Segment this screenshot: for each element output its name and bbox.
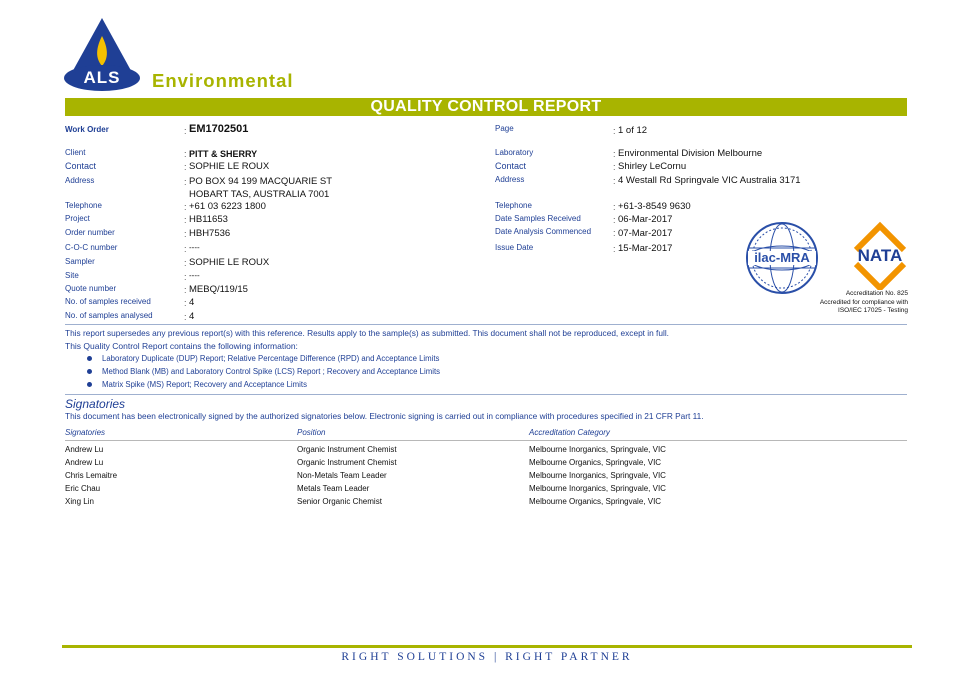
order-number-label: Order number — [65, 228, 115, 237]
colon: : — [184, 258, 187, 268]
lab-address-label: Address — [495, 175, 525, 184]
project-label: Project — [65, 214, 90, 223]
date-commenced-label: Date Analysis Commenced — [495, 227, 592, 236]
table-cell: Metals Team Leader — [297, 484, 370, 493]
date-received-value: 06-Mar-2017 — [618, 214, 673, 225]
laboratory-label: Laboratory — [495, 148, 534, 157]
samples-received-value: 4 — [189, 297, 195, 308]
divider — [65, 440, 907, 441]
table-cell: Eric Chau — [65, 484, 101, 493]
work-order-label: Work Order — [65, 125, 109, 134]
table-cell: Senior Organic Chemist — [297, 497, 382, 506]
accreditation-number: Accreditation No. 825 — [845, 290, 908, 297]
page-label: Page — [495, 124, 514, 133]
lab-contact-value: Shirley LeCornu — [618, 161, 687, 172]
colon: : — [613, 244, 616, 254]
site-label: Site — [65, 271, 79, 280]
table-cell: Andrew Lu — [65, 458, 104, 467]
accreditation-caption — [790, 290, 908, 316]
signing-statement: This document has been electronically signed by the authorized signatories below. Electronic signing is carried out in compliance with procedures specified in 21 CFR Part 11. — [65, 411, 704, 421]
als-logo — [62, 14, 342, 94]
colon: : — [184, 272, 187, 282]
table-cell: Melbourne Inorganics, Springvale, VIC — [529, 484, 666, 493]
date-received-label: Date Samples Received — [495, 214, 581, 223]
lab-telephone-value: +61-3-8549 9630 — [618, 201, 691, 212]
table-cell: Organic Instrument Chemist — [297, 445, 397, 454]
telephone-value: +61 03 6223 1800 — [189, 201, 266, 212]
colon: : — [184, 126, 187, 136]
project-value: HB11653 — [189, 214, 228, 225]
lab-address-value: 4 Westall Rd Springvale VIC Australia 3171 — [618, 175, 801, 186]
column-header-signatories: Signatories — [65, 428, 106, 437]
colon: : — [184, 298, 187, 308]
ilac-mra-logo — [744, 220, 820, 296]
colon: : — [184, 149, 187, 159]
sampler-value: SOPHIE LE ROUX — [189, 257, 270, 268]
table-cell: Andrew Lu — [65, 445, 104, 454]
table-cell: Chris Lemaitre — [65, 471, 118, 480]
colon: : — [184, 244, 187, 254]
bullet-icon — [87, 369, 92, 374]
divider — [65, 324, 907, 325]
signatories-heading: Signatories — [65, 397, 126, 411]
client-label: Client — [65, 148, 86, 157]
divider — [65, 394, 907, 395]
order-number-value: HBH7536 — [189, 228, 231, 239]
address-line1: PO BOX 94 199 MACQUARIE ST — [189, 176, 333, 187]
contact-value: SOPHIE LE ROUX — [189, 161, 270, 172]
bullet-icon — [87, 356, 92, 361]
table-cell: Melbourne Inorganics, Springvale, VIC — [529, 445, 666, 454]
contact-label: Contact — [65, 161, 97, 171]
accreditation-compliance: Accredited for compliance with — [819, 298, 908, 306]
client-value: PITT & SHERRY — [189, 149, 258, 159]
logo-brand: ALS — [83, 68, 121, 87]
table-cell: Melbourne Organics, Springvale, VIC — [529, 458, 662, 467]
ilac-mra-text: ilac-MRA — [754, 250, 810, 265]
nata-text: NATA — [857, 246, 903, 265]
colon: : — [184, 312, 187, 322]
report-title-banner: QUALITY CONTROL REPORT — [65, 98, 907, 116]
coc-number-label: C-O-C number — [65, 243, 118, 252]
colon: : — [184, 285, 187, 295]
site-value: ---- — [189, 271, 200, 280]
table-cell: Melbourne Organics, Springvale, VIC — [529, 497, 662, 506]
colon: : — [613, 176, 616, 186]
colon: : — [613, 215, 616, 225]
quote-number-value: MEBQ/119/15 — [189, 284, 248, 295]
sampler-label: Sampler — [65, 257, 95, 266]
quote-number-label: Quote number — [65, 284, 117, 293]
accreditation-standard: ISO/IEC 17025 - Testing — [838, 307, 908, 314]
column-header-accreditation: Accreditation Category — [529, 428, 610, 437]
colon: : — [613, 228, 616, 238]
footer-rule — [62, 645, 912, 648]
table-cell: Melbourne Inorganics, Springvale, VIC — [529, 471, 666, 480]
table-cell: Organic Instrument Chemist — [297, 458, 397, 467]
colon: : — [184, 215, 187, 225]
samples-analysed-value: 4 — [189, 311, 195, 322]
coc-number-value: ---- — [189, 243, 200, 252]
contents-intro: This Quality Control Report contains the following information: — [65, 341, 298, 351]
colon: : — [613, 162, 616, 172]
colon: : — [613, 202, 616, 212]
lab-contact-label: Contact — [495, 161, 527, 171]
samples-analysed-label: No. of samples analysed — [65, 311, 153, 320]
issue-date-value: 15-Mar-2017 — [618, 243, 673, 254]
colon: : — [184, 162, 187, 172]
nata-logo — [848, 220, 912, 290]
telephone-label: Telephone — [65, 201, 102, 210]
table-cell: Xing Lin — [65, 497, 94, 506]
date-commenced-value: 07-Mar-2017 — [618, 228, 673, 239]
colon: : — [613, 126, 616, 136]
logo-subtitle: Environmental — [152, 70, 294, 91]
colon: : — [184, 202, 187, 212]
bullet-icon — [87, 382, 92, 387]
contents-item: Matrix Spike (MS) Report; Recovery and Acceptance Limits — [102, 380, 307, 389]
colon: : — [184, 229, 187, 239]
issue-date-label: Issue Date — [495, 243, 534, 252]
supersede-notice: This report supersedes any previous report(s) with this reference. Results apply to the sample(s) as submitted. This document shall not be reproduced, except in full. — [65, 328, 669, 338]
address-label: Address — [65, 176, 95, 185]
contents-item: Method Blank (MB) and Laboratory Control Spike (LCS) Report ; Recovery and Acceptance Limits — [102, 367, 441, 376]
lab-telephone-label: Telephone — [495, 201, 532, 210]
colon: : — [613, 149, 616, 159]
colon: : — [184, 177, 187, 187]
table-cell: Non-Metals Team Leader — [297, 471, 387, 480]
contents-item: Laboratory Duplicate (DUP) Report; Relative Percentage Difference (RPD) and Acceptance Limits — [102, 354, 440, 363]
column-header-position: Position — [297, 428, 326, 437]
samples-received-label: No. of samples received — [65, 297, 151, 306]
page-value: 1 of 12 — [618, 125, 648, 136]
laboratory-value: Environmental Division Melbourne — [618, 148, 763, 159]
address-line2: HOBART TAS, AUSTRALIA 7001 — [189, 189, 330, 200]
work-order-value: EM1702501 — [189, 123, 249, 135]
footer-tagline: RIGHT SOLUTIONS | RIGHT PARTNER — [341, 651, 633, 663]
